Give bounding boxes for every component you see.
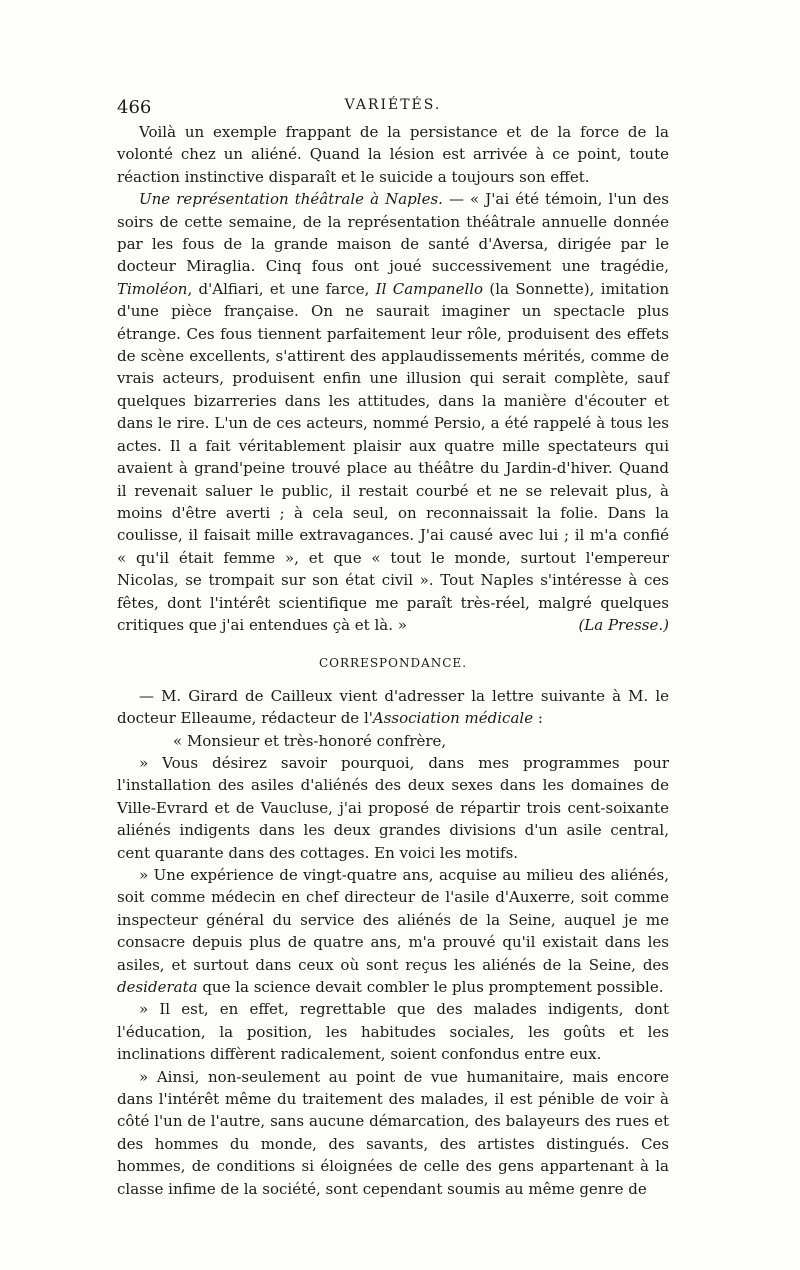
paragraph-text: » Il est, en effet, regrettable que des malades indigents, dont l'éducation, la position, les habitudes sociales, les goûts et les inclinations diffèrent radicalement, soient confondus entre eux. [117,1000,669,1064]
paragraph-text: » Ainsi, non-seulement au point de vue humanitaire, mais encore dans l'intérêt même du traitement des malades, il est pénible de voir à côté l'un de l'autre, sans aucune démarcation, des balayeurs des rues et des hommes du monde, des savants, des artistes distingués. Ces hommes, de conditions si éloignées de celle des gens appartenant à la classe infime de la société, sont cependant soumis au même genre de [117,1067,669,1198]
paragraph-text: » Vous désirez savoir pourquoi, dans mes programmes pour l'installation des asiles d'aliénés des deux sexes dans les domaines de Ville-Evrard et de Vaucluse, j'ai proposé de répartir trois cent-soixante aliénés indigents dans les deux grandes divisions d'un asile central, cent quarante dans des cottages. En voici les motifs. [117,753,669,862]
paragraph-text: (la Sonnette), imitation d'une pièce française. On ne saurait imaginer un spectacle plus étrange. Ces fous tiennent parfaitement leur rôle, produisent des effets de scène excellents, s'attirent des applaudissements mérités, comme de vrais acteurs, produisent enfin une illusion qui serait complète, sauf quelques bizarreries dans les attitudes, dans la manière d'écouter et dans le rire. L'un de ces acteurs, nommé Persio, a été rappelé à tous les actes. Il a fait véritablement plaisir aux quatre mille spectateurs qui avaient à grand'peine trouvé place au théâtre du Jardin-d'hiver. Quand il revenait saluer le public, il restait courbé et ne se relevait plus, à moins d'être averti ; à cela seul, on reconnaissait la folie. Dans la coulisse, il faisait mille extravagances. J'ai causé avec lui ; il m'a confié « qu'il était femme », et que « tout le monde, surtout l'empereur Nicolas, se trompait sur son état civil ». Tout Naples s'intéresse à ces fêtes, dont l'intérêt scientifique me paraît très-réel, malgré quelques critiques que j'ai entendues çà et là. » [117,279,669,634]
paragraph-intro-letter [117,685,669,730]
paragraph-text: Voilà un exemple frappant de la persistance et de la force de la volonté chez un aliéné. Quand la lésion est arrivée à ce point, toute réaction instinctive disparaît et le suicide a toujours son effet. [117,123,669,186]
journal-title: Association médicale [372,709,534,728]
paragraph-letter-1 [117,752,669,864]
book-page [117,97,669,1200]
paragraph-letter-4 [117,1066,669,1200]
play-title-campanello: Il Campanello [375,279,484,298]
paragraph-text: « Monsieur et très-honoré confrère, [173,731,447,750]
body-text [117,121,669,1200]
page-number: 466 [117,97,152,118]
paragraph-letter-2 [117,864,669,998]
page-header [117,97,669,121]
paragraph-text: — M. Girard de Cailleux vient d'adresser la lettre suivante à M. le docteur Elleaume, rédacteur de l' [117,686,669,728]
paragraph-text: : [533,709,543,728]
paragraph-text: — « J'ai été témoin, l'un des soirs de cette semaine, de la représentation théâtrale annuelle donnée par les fous de la grande maison de santé d'Aversa, dirigée par le docteur Miraglia. Cinq fous ont joué successivement une tragédie, [117,190,669,276]
paragraph-suicide [117,121,669,188]
paragraph-text: , d'Alfiari, et une farce, [187,279,376,298]
paragraph-letter-3 [117,998,669,1065]
section-heading: CORRESPONDANCE. [318,656,468,671]
play-title-timoleon: Timoléon [117,279,188,298]
source-citation: (La Presse.) [578,615,669,634]
letter-salutation [117,730,669,752]
paragraph-naples [117,188,669,636]
paragraph-text: » Une expérience de vingt-quatre ans, acquise au milieu des aliénés, soit comme médecin en chef directeur de l'asile d'Auxerre, soit comme inspecteur général du service des aliénés de la Seine, auquel je me consacre depuis plus de quatre ans, m'a prouvé qu'il existait dans les asiles, et surtout dans ceux où sont reçus les aliénés de la Seine, des [117,866,669,974]
paragraph-text: que la science devait combler le plus promptement possible. [197,978,664,997]
running-title: VARIÉTÉS. [344,97,442,113]
article-title: Une représentation théâtrale à Naples. [139,190,443,209]
desiderata-word: desiderata [117,978,198,997]
